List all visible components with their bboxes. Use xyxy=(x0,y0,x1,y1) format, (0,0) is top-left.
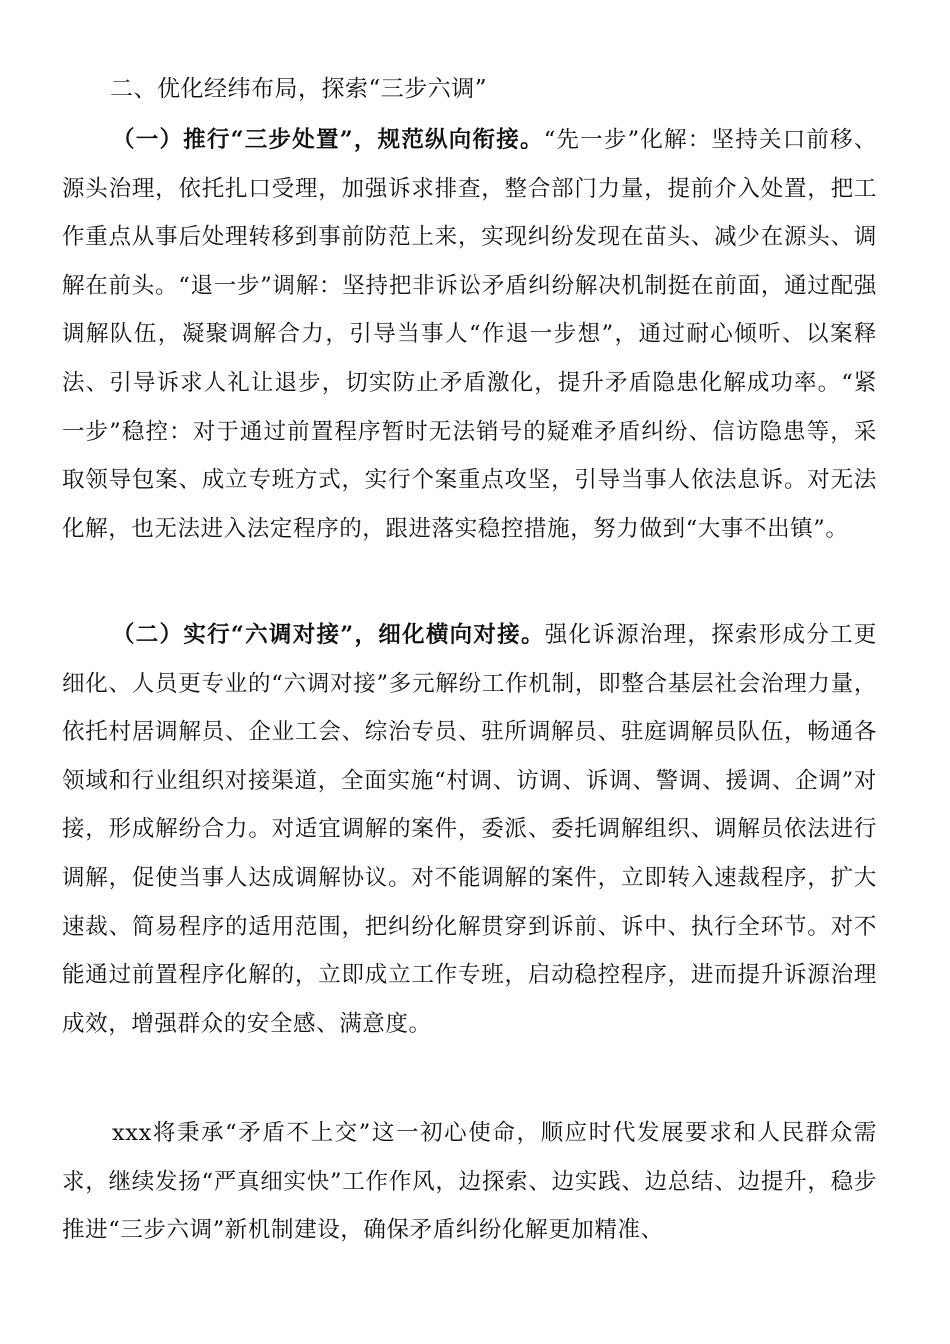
paragraph-body: “先一步”化解：坚持关口前移、源头治理，依托扎口受理，加强诉求排查，整合部门力量，提前介入处置，把工作重点从事后处理转移到事前防范上来，实现纠纷发现在苗头、减少在源头、调解在前头。“退一步”调解：坚持把非诉讼矛盾纠纷解决机制挺在前面，通过配强调解队伍，凝聚调解合力，引导当事人“作退一步想”，通过耐心倾听、以案释法、引导诉求人礼让退步，切实防止矛盾激化，提升矛盾隐患化解成功率。“紧一步”稳控：对于通过前置程序暂时无法销号的疑难矛盾纠纷、信访隐患等，采取领导包案、成立专班方式，实行个案重点攻坚，引导当事人依法息诉。对无法化解，也无法进入法定程序的，跟进落实稳控措施，努力做到“大事不出镇”。 xyxy=(62,127,877,542)
paragraph-three-steps xyxy=(62,116,877,553)
section-heading: 二、优化经纬布局，探索“三步六调” xyxy=(110,76,488,102)
paragraph-six-mediations xyxy=(62,611,877,1048)
paragraph-lead: （一）推行“三步处置”，规范纵向衔接。 xyxy=(112,127,544,153)
paragraph-conclusion xyxy=(62,1109,877,1255)
paragraph-body: xxx将秉承“矛盾不上交”这一初心使命，顺应时代发展要求和人民群众需求，继续发扬“严真细实快”工作作风，边探索、边实践、边总结、边提升，稳步推进“三步六调”新机制建设，确保矛盾纠纷化解更加精准、 xyxy=(62,1120,877,1244)
paragraph-body: 强化诉源治理，探索形成分工更细化、人员更专业的“六调对接”多元解纷工作机制，即整合基层社会治理力量，依托村居调解员、企业工会、综治专员、驻所调解员、驻庭调解员队伍，畅通各领域和行业组织对接渠道，全面实施“村调、访调、诉调、警调、援调、企调”对接，形成解纷合力。对适宜调解的案件，委派、委托调解组织、调解员依法进行调解，促使当事人达成调解协议。对不能调解的案件，立即转入速裁程序，扩大速裁、简易程序的适用范围，把纠纷化解贯穿到诉前、诉中、执行全环节。对不能通过前置程序化解的，立即成立工作专班，启动稳控程序，进而提升诉源治理成效，增强群众的安全感、满意度。 xyxy=(62,622,877,1037)
paragraph-lead: （二）实行“六调对接”，细化横向对接。 xyxy=(112,622,545,648)
